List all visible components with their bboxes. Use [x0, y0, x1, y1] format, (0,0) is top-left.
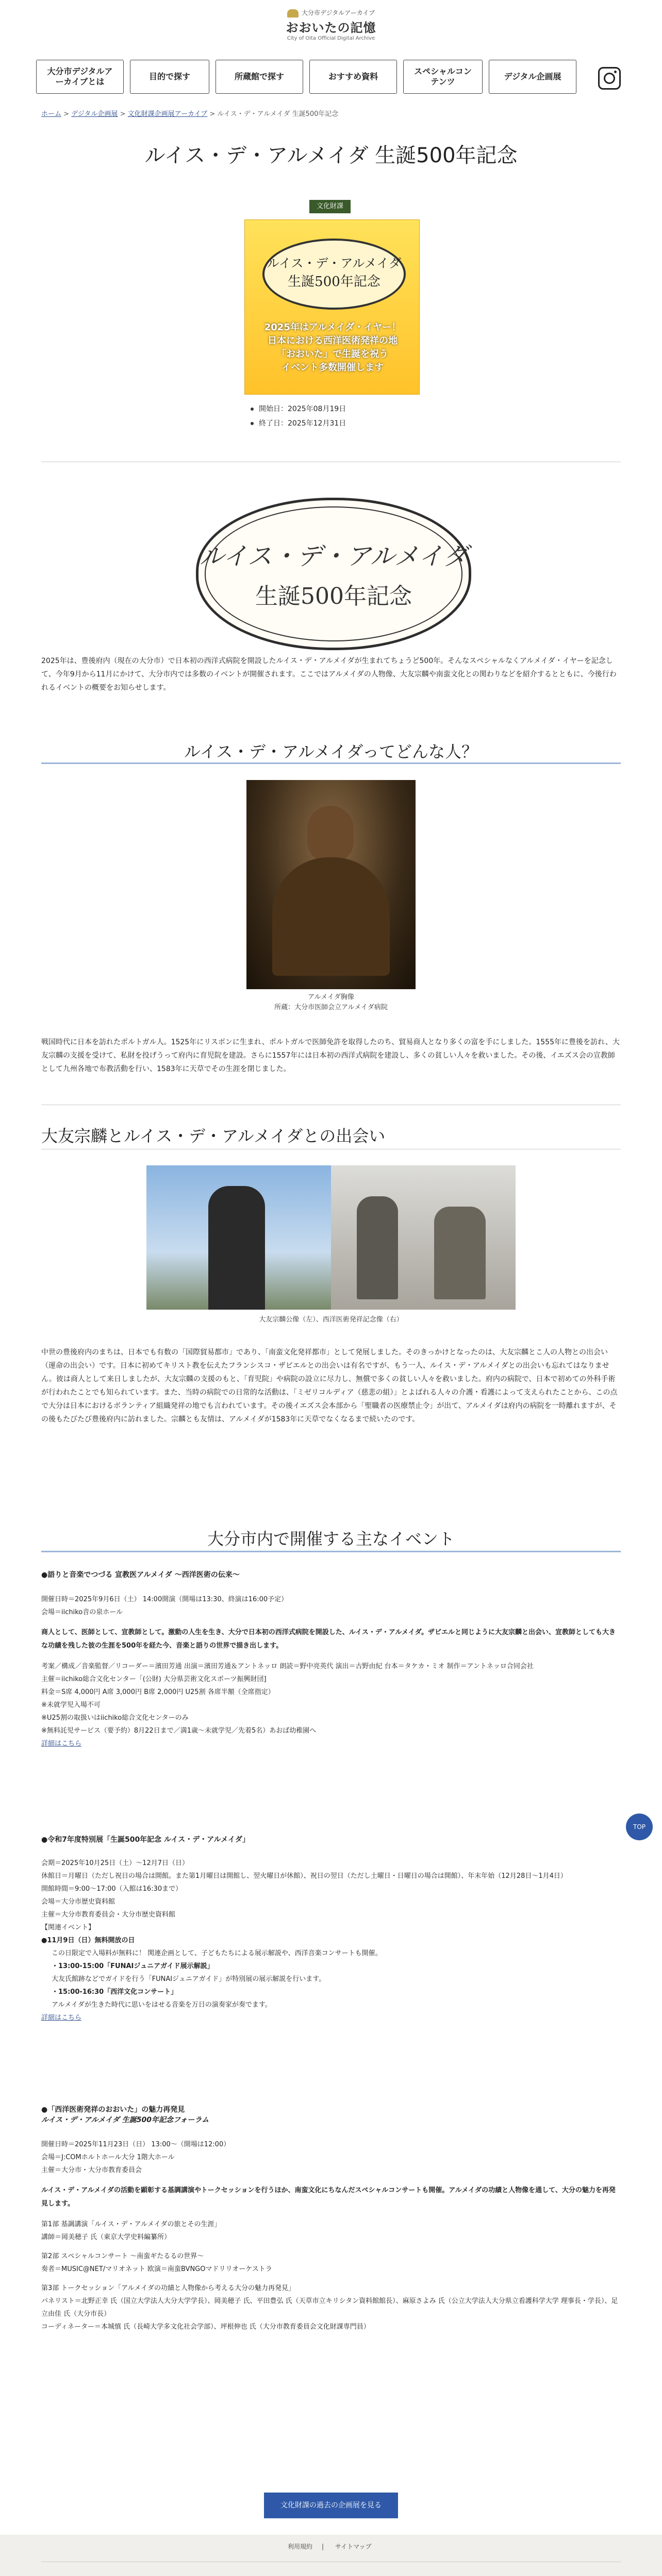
- start-date: 開始日：2025年08月19日: [251, 402, 346, 416]
- event-1-details-link[interactable]: 詳細はこちら: [41, 1740, 82, 1748]
- logo-mark-icon: [287, 9, 299, 18]
- nav-special[interactable]: スペシャルコンテンツ: [403, 60, 483, 94]
- poster-frame: ルイス・デ・アルメイダ 生誕500年記念: [262, 239, 406, 310]
- breadcrumb-digital-exhibition[interactable]: デジタル企画展: [71, 110, 118, 118]
- section-underline: [41, 762, 621, 764]
- breadcrumb-current: ルイス・デ・アルメイダ 生誕500年記念: [217, 110, 339, 118]
- event-3-title: ●「西洋医術発祥のおおいた」の魅力再発見 ルイス・デ・アルメイダ 生誕500年記念フォーラム: [41, 2106, 209, 2124]
- event-2-details-link[interactable]: 詳細はこちら: [41, 2014, 82, 2022]
- terms-link[interactable]: 利用規約: [288, 2543, 313, 2550]
- western-medicine-statue-image: [331, 1165, 516, 1310]
- nav-about[interactable]: 大分市デジタルアーカイブとは: [36, 60, 124, 94]
- statues-caption: 大友宗麟公像（左）、西洋医術発祥記念像（右）: [259, 1316, 403, 1324]
- category-tag: 文化財課: [309, 200, 351, 213]
- anniversary-emblem: ルイス・デ・アルメイダ 生誕500年記念: [196, 498, 471, 650]
- section-heading-meeting: 大友宗麟とルイス・デ・アルメイダとの出会い: [41, 1126, 386, 1146]
- event-3-body: 開催日時＝2025年11月23日（日） 13:00～（開場は12:00） 会場＝J:COMホルトホール大分 1階大ホール 主催＝大分市・大分市教育委員会 ルイス・デ・アルメイダの活動を顕彰する基調講演やトークセッションを行うほか、南蛮文化にちなんだスペシャルコンサートも開催。アルメイダの功績と人物像を通して、大分の魅力を再発見します。 第1部 基調講演「ルイス・デ・アルメイダの旅とその生涯」 講師＝岡美穂子 氏（東京大学史料編纂所） 第2部 スペシャルコンサート ～南蛮ギたるるの世界～ 奏者＝MUSIC@NET/マリオネット 欧演＝南蛮BVNGOマドリリオーケストラ 第3部 トークセッション「アルメイダの功績と人物像から考える大分の魅力再発見」 パネリスト＝北野正幸 氏（国立大学法人大分大学学長）、岡美穂子 氏、平田豊弘 氏（天草市立キリシタン資料館館長）、麻原さよみ 氏（公立大学法人大分県立看護科学大学 理事長・学長）、足立由佳 氏（大分市長） コーディネーター＝本城慎 氏（長崎大学多文化社会学部）、坪根伸也 氏（大分市教育委員会文化財課専門員）: [41, 2138, 621, 2333]
- section-heading-events: 大分市内で開催する主なイベント: [207, 1529, 455, 1549]
- page-title: ルイス・デ・アルメイダ 生誕500年記念: [144, 144, 518, 167]
- breadcrumb-archive[interactable]: 文化財課企画展アーカイブ: [127, 110, 208, 118]
- logo-title: おおいたの記憶: [286, 20, 376, 35]
- event-3-summary: ルイス・デ・アルメイダの活動を顕彰する基調講演やトークセッションを行うほか、南蛮文化にちなんだスペシャルコンサートも開催。アルメイダの功績と人物像を通して、大分の魅力を再発見します。: [41, 2187, 616, 2208]
- event-1-summary: 商人として、医師として、宣教師として。激動の人生を生き、大分で日本初の西洋式病院を開設した、ルイス・デ・アルメイダ。ザビエルと同じように大友宗麟と出会い、宣教師としても大きな功績を残した彼の生涯を500年を経た今、音楽と語りの世界で描き出します。: [41, 1629, 616, 1650]
- event-2-body: 会期＝2025年10月25日（土）～12月7日（日） 休館日＝月曜日（ただし祝日の場合は開館。また第1月曜日は開館し、翌火曜日が休館）、祝日の翌日（ただし土曜日・日曜日の場合は開館）、年末年始（12月28日～1月4日） 開館時間＝9:00～17:00（入館は16:30まで） 会場＝大分市歴史資料館 主催＝大分市教育委員会・大分市歴史資料館 【関連イベント】 ●11月9日（日）無料開放の日 この日限定で入場料が無料に！ 関連企画として、子どもたちによる展示解説や、西洋音楽コンサートも開催。 ・13:00-15:00「FUNAIジュニアガイド展示解説」 大友氏館跡などでガイドを行う「FUNAIジュニアガイド」が特別展の展示解説を行います。 ・15:00-16:30「西洋文化コンサート」 アルメイダが生きた時代に思いをはせる音楽を万日の演奏家が奏でます。 詳細はこちら: [41, 1859, 567, 2022]
- footer-links: 利用規約 | サイトマップ: [288, 2543, 372, 2550]
- site-header: [0, 0, 662, 103]
- section-underline: [41, 1551, 621, 1552]
- site-footer: [0, 2535, 662, 2576]
- past-exhibitions-button[interactable]: 文化財課の過去の企画展を見る: [264, 2493, 398, 2518]
- sitemap-link[interactable]: サイトマップ: [335, 2543, 372, 2550]
- back-to-top-button[interactable]: TOP: [626, 1814, 653, 1840]
- otomo-sorin-statue-image: [146, 1165, 331, 1310]
- who-text: 戦国時代に日本を訪れたポルトガル人。1525年にリスボンに生まれ、ポルトガルで医師免許を取得したのち、貿易商人となり多くの富を手にしました。1555年に豊後を訪れ、大友宗麟の支援を受けて、私財を投げうって府内に育児院を建設。さらに1557年には日本初の西洋式病院を建設し、多くの貧しい人々を救いました。その後、イエズス会の宣教師として九州各地で布教活動を行い、1583年に天草でその生涯を閉じました。: [41, 1038, 620, 1073]
- event-dates: [251, 402, 346, 431]
- nav-recommend[interactable]: おすすめ資料: [309, 60, 397, 94]
- instagram-icon[interactable]: [598, 67, 621, 90]
- breadcrumb: ホーム > デジタル企画展 > 文化財課企画展アーカイブ > ルイス・デ・アルメイダ 生誕500年記念: [41, 110, 339, 118]
- nav-exhibition[interactable]: デジタル企画展: [489, 60, 576, 94]
- event-poster: [244, 219, 420, 395]
- almeida-bust-image: [246, 780, 416, 989]
- poster-text: 2025年はアルメイダ・イヤー！ 日本における西洋医術発祥の地 「おおいた」で生誕を祝う イベント多数開催します: [264, 322, 401, 373]
- meeting-text: 中世の豊後府内のまちは、日本でも有数の「国際貿易都市」であり、「南蛮文化発祥都市」として発展しました。そのきっかけとなったのは、大友宗麟とこ人の人物との出会い（運命の出会い）です。日本に初めてキリスト教を伝えたフランシスコ・ザビエルとの出会いは有名ですが、もう一人、ルイス・デ・アルメイダとの出会いも忘れてはなりません。彼は商人として来日しましたが、大友宗麟の支援のもと、「育児院」や病院の設立に尽力し、無償で多くの貧しい人々を救いました。府内の病院で、日本で初めての外科手術が行われたことでも知られています。また、当時の病院での日常的な活動は、「ミゼリコルディア（慈悲の組）」とよばれる人々の介護・看護によって支えられたことから、この点で大分は日本におけるボランティア組織発祥の地でも言われています。その後イエズス会本部から「聖職者の医療禁止令」が出て、アルメイダは府内の病院を一時離れますが、その後もたびたび豊後府内に訪れました。宗麟とも友情は、アルメイダが1583年に天草でなくなるまで続いたのです。: [41, 1348, 618, 1423]
- section-heading-who: ルイス・デ・アルメイダってどんな人？: [184, 742, 478, 761]
- logo-small-text: 大分市デジタルアーカイブ: [275, 8, 387, 18]
- bust-caption: アルメイダ胸像 所蔵：大分市医師会立アルメイダ病院: [274, 993, 388, 1011]
- nav-museum[interactable]: 所蔵館で探す: [216, 60, 303, 94]
- breadcrumb-home[interactable]: ホーム: [41, 110, 62, 118]
- intro-text: 2025年は、豊後府内（現在の大分市）で日本初の西洋式病院を開設したルイス・デ・アルメイダが生まれてちょうど500年。そんなスペシャルなくアルメイダ・イヤーを記念して、今年9月から11月にかけて、大分市内では多数のイベントが開催されます。ここではアルメイダの人物像、大友宗麟や南蛮文化との関わりなどを紹介するとともに、今後行われるイベントの概要をお知らせします。: [41, 657, 617, 692]
- nav-purpose[interactable]: 目的で探す: [130, 60, 209, 94]
- event-2-title: ●令和7年度特別展「生誕500年記念 ルイス・デ・アルメイダ」: [41, 1836, 250, 1844]
- main-nav: [36, 60, 576, 94]
- logo-subtitle: City of Oita Official Digital Archive: [287, 35, 375, 41]
- end-date: 終了日：2025年12月31日: [251, 416, 346, 431]
- event-1-body: 開催日時＝2025年9月6日（土） 14:00開演（開場は13:30、終演は16:00予定） 会場＝iichiko音の泉ホール 商人として、医師として、宣教師として。激動の人生を生き、大分で日本初の西洋式病院を開設した、ルイス・デ・アルメイダ。ザビエルと同じように大友宗麟と出会い、宣教師としても大きな功績を残した彼の生涯を500年を経た今、音楽と語りの世界で描き出します。 考案／構成／音楽監督／リコーダー＝濱田芳通 出演＝濱田芳通＆アントネッロ 朗読＝野中亮英代 演出＝古野由紀 台本＝タケカ・ミオ 制作＝アントネッロ合同会社 主催＝iichiko総合文化センター「(公財) 大分県芸術文化スポーツ振興財団] 料金＝S席 4,000円 A席 3,000円 B席 2,000円 U25割 各席半額（全席指定） ※未就学児入場不可 ※U25割の取扱いはiichiko総合文化センターのみ ※無料託児サービス（要予約）8月22日まで／満1歳～未就学児／先着5名）あおば幼稚園へ 詳細はこちら: [41, 1593, 621, 1750]
- site-logo[interactable]: [275, 8, 387, 55]
- event-1-title: ●語りと音楽でつづる 宣教医アルメイダ ～西洋医術の伝来～: [41, 1571, 240, 1579]
